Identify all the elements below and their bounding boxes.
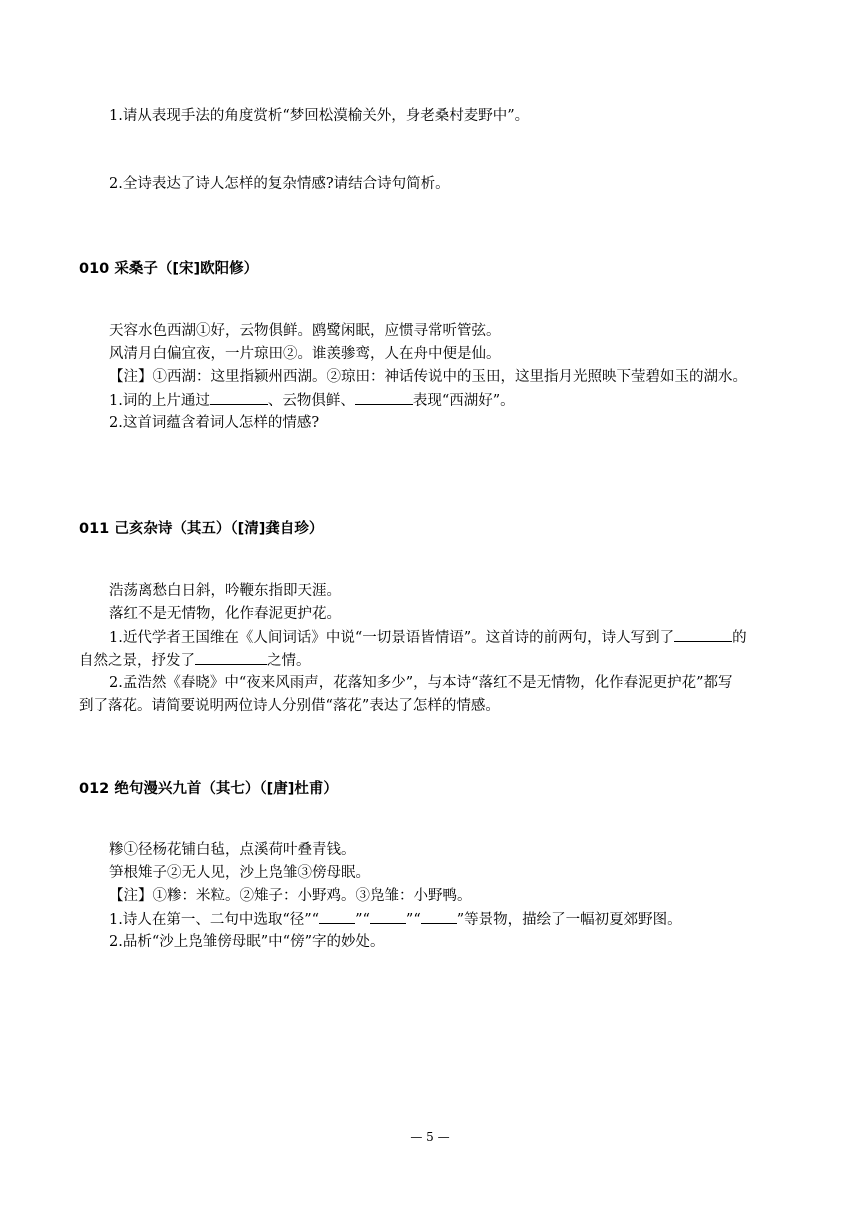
poem-012-note: 【注】①糁：米粒。②雉子：小野鸡。③凫雏：小野鸭。 (109, 888, 472, 904)
answer-blank[interactable] (210, 390, 268, 405)
question-011-1-part-c: 自然之景，抒发了 (79, 653, 195, 669)
answer-blank[interactable] (319, 909, 355, 924)
poem-012-line-2: 笋根雉子②无人见，沙上凫雏③傍母眠。 (109, 865, 370, 881)
poem-010-line-1: 天容水色西湖①好，云物俱鲜。鸥鹭闲眠，应惯寻常听管弦。 (109, 323, 501, 339)
question-012-1-part-a: 1.诗人在第一、二句中选取“径”“ (109, 912, 320, 928)
question-010-1-part-c: 表现“西湖好”。 (412, 393, 515, 409)
question-011-2-continued: 到了落花。请简要说明两位诗人分别借“落花”表达了怎样的情感。 (79, 698, 500, 714)
question-010-2: 2.这首词蕴含着词人怎样的情感? (109, 415, 320, 431)
poem-011-line-2: 落红不是无情物，化作春泥更护花。 (109, 606, 341, 622)
question-011-1-part-a: 1.近代学者王国维在《人间词话》中说“一切景语皆情语”。这首诗的前两句，诗人写到了 (109, 630, 675, 646)
question-011-2: 2.孟浩然《春晓》中“夜来风雨声，花落知多少”，与本诗“落红不是无情物，化作春泥更护花”都写 (109, 675, 733, 691)
question-009-1: 1.请从表现手法的角度赏析“梦回松漠榆关外，身老桑村麦野中”。 (109, 108, 530, 124)
question-012-2: 2.品析“沙上凫雏傍母眠”中“傍”字的妙处。 (109, 934, 385, 950)
question-012-1-part-c: ”“ (405, 912, 421, 928)
poem-012-heading: 012 绝句漫兴九首（其七）（[唐]杜甫） (79, 781, 338, 797)
question-011-1-part-b: 的 (732, 630, 747, 646)
poem-011-line-1: 浩荡离愁白日斜，吟鞭东指即天涯。 (109, 583, 341, 599)
poem-011-heading: 011 己亥杂诗（其五）（[清]龚自珍） (79, 521, 324, 537)
question-012-1-part-d: ”等景物，描绘了一幅初夏郊野图。 (456, 912, 682, 928)
poem-012-line-1: 糁①径杨花铺白毡，点溪荷叶叠青钱。 (109, 842, 356, 858)
answer-blank[interactable] (370, 909, 406, 924)
question-010-1-part-b: 、云物俱鲜、 (267, 393, 355, 409)
question-011-1-part-d: 之情。 (267, 653, 311, 669)
question-012-1-part-b: ”“ (355, 912, 370, 928)
question-010-1-part-a: 1.词的上片通过 (109, 393, 210, 409)
question-012-1 (109, 909, 682, 930)
question-010-1 (109, 390, 515, 411)
page-number: — 5 — (410, 1130, 450, 1144)
poem-010-line-2: 风清月白偏宜夜，一片琼田②。谁羡骖鸾，人在舟中便是仙。 (109, 346, 501, 362)
poem-010-note: 【注】①西湖：这里指颍州西湖。②琼田：神话传说中的玉田，这里指月光照映下莹碧如玉的湖水。 (109, 369, 747, 385)
poem-010-heading: 010 采桑子（[宋]欧阳修） (79, 261, 259, 277)
answer-blank[interactable] (674, 627, 732, 642)
question-011-1-continued (79, 650, 311, 671)
question-011-1 (109, 627, 747, 648)
answer-blank[interactable] (195, 650, 267, 665)
question-009-2: 2.全诗表达了诗人怎样的复杂情感?请结合诗句简析。 (109, 176, 450, 192)
answer-blank[interactable] (421, 909, 457, 924)
answer-blank[interactable] (355, 390, 413, 405)
